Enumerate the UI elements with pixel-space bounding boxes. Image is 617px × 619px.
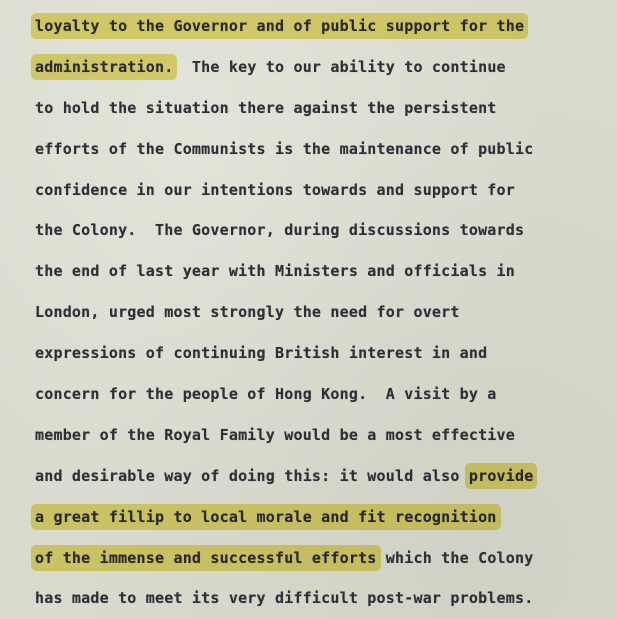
text-line-14 xyxy=(35,538,605,579)
plain-text: and desirable way of doing this: it would also xyxy=(35,466,469,485)
text-line-1 xyxy=(35,6,605,47)
text-line-3 xyxy=(35,88,605,129)
plain-text: which the Colony xyxy=(376,548,534,567)
plain-text: member of the Royal Family would be a most effective xyxy=(35,425,515,444)
highlighted-text: provide xyxy=(468,466,534,485)
plain-text: the end of last year with Ministers and officials in xyxy=(35,262,515,281)
plain-text: efforts of the Communists is the maintenance of public xyxy=(35,139,534,158)
text-line-15 xyxy=(35,578,605,619)
text-line-8 xyxy=(35,292,605,333)
text-line-7 xyxy=(35,251,605,292)
text-line-11 xyxy=(35,415,605,456)
typed-text-block xyxy=(35,6,605,619)
text-line-6 xyxy=(35,210,605,251)
text-line-5 xyxy=(35,170,605,211)
text-line-4 xyxy=(35,129,605,170)
plain-text: the Colony. The Governor, during discussions towards xyxy=(35,221,525,240)
highlighted-text: loyalty to the Governor and of public support for the xyxy=(35,17,525,35)
highlighted-text: administration. xyxy=(35,57,174,76)
highlighted-text: of the immense and successful efforts xyxy=(35,548,377,567)
text-line-9 xyxy=(35,333,605,374)
plain-text: London, urged most strongly the need for overt xyxy=(35,303,460,322)
plain-text: The key to our ability to continue xyxy=(173,57,506,76)
plain-text: confidence in our intentions towards and support for xyxy=(35,180,515,199)
text-line-12 xyxy=(35,456,605,497)
text-line-2 xyxy=(35,47,605,88)
text-line-13 xyxy=(35,497,605,538)
plain-text: concern for the people of Hong Kong. A visit by a xyxy=(35,385,497,404)
text-line-10 xyxy=(35,374,605,415)
plain-text: expressions of continuing British interest in and xyxy=(35,344,488,363)
plain-text: to hold the situation there against the persistent xyxy=(35,98,497,117)
plain-text: has made to meet its very difficult post-war problems. xyxy=(35,589,534,608)
highlighted-text: a great fillip to local morale and fit recognition xyxy=(35,507,497,526)
